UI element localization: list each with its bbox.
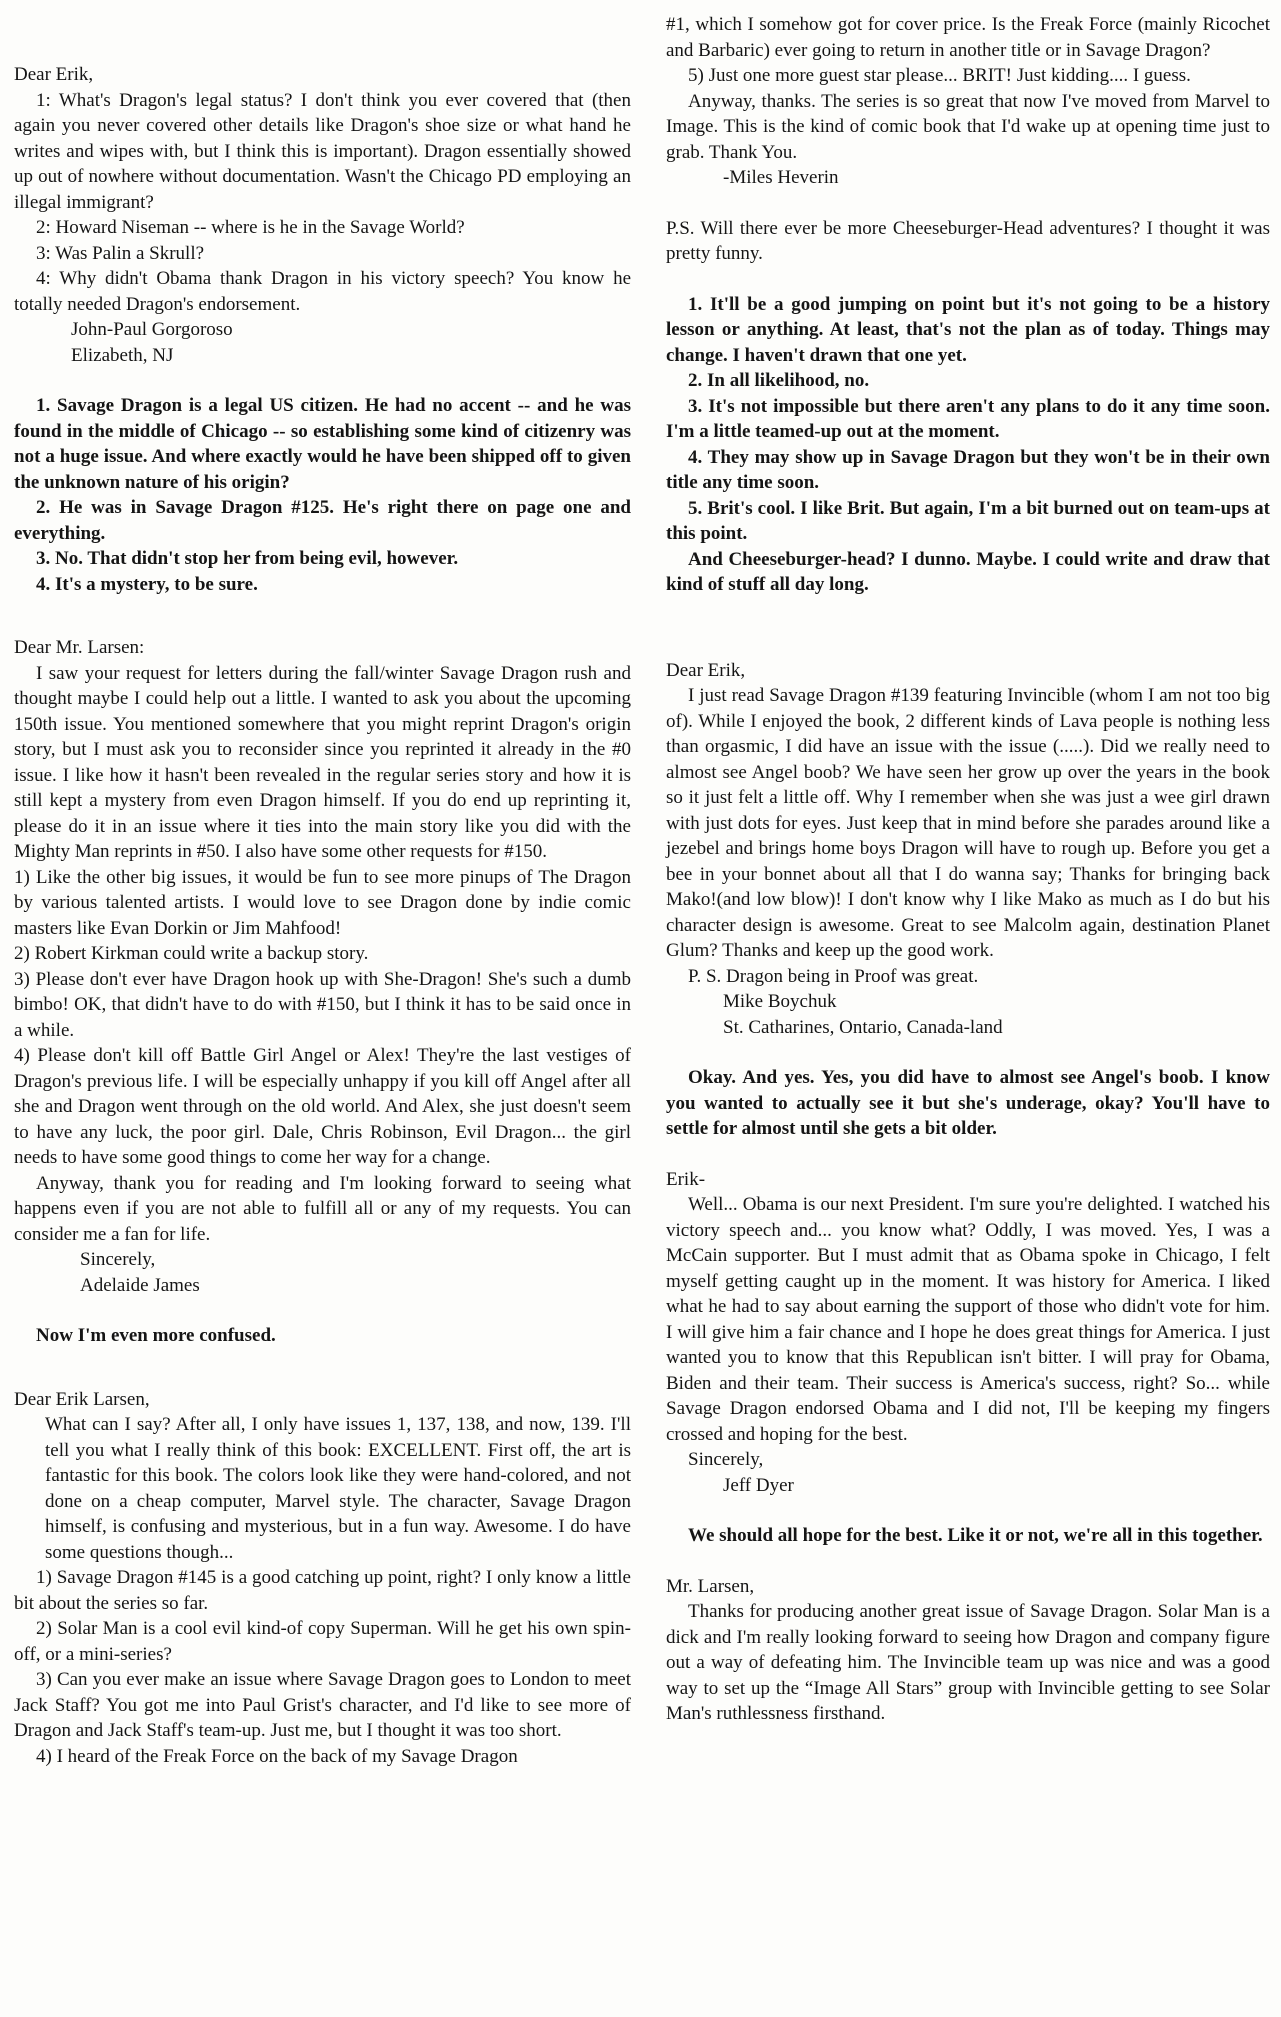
- question: 3: Was Palin a Skrull?: [36, 242, 205, 264]
- editor-response: 2. In all likelihood, no.: [688, 370, 870, 391]
- letter-body: What can I say? After all, I only have issues 1, 137, 138, and now, 139. I'll tell you what I really think of this book: EXCELLENT. First off, the art is fantastic for this book. The colors look like they were hand-colored, and not done on a cheap computer, Marvel style. The character, Savage Dragon himself, is confusing and mysterious, but in a fun way. Awesome. I do have some questions though...: [45, 1414, 631, 1563]
- letter-continued: #1, which I somehow got for cover price. Is the Freak Force (mainly Ricochet and Barbaric) ever going to return in another title or in Savage Dragon?: [666, 14, 1270, 61]
- editor-response: 1. It'll be a good jumping on point but it's not going to be a history lesson or anything. At least, that's not the plan as of today. Things may change. I haven't drawn that one yet.: [666, 293, 1270, 366]
- signature-location: Elizabeth, NJ: [71, 344, 174, 366]
- letter-body: Thanks for producing another great issue of Savage Dragon. Solar Man is a dick and I'm really looking forward to seeing how Dragon and company figure out a way of defeating him. The Invincible team up was nice and was a good way to set up the “Image All Stars” group with Invincible getting to see Solar Man's ruthlessness firsthand.: [666, 1601, 1270, 1724]
- letter-body: Well... Obama is our next President. I'm sure you're delighted. I watched his victory speech and... you know what? Oddly, I was moved. Yes, I was a McCain supporter. But I must admit that as Obama spoke in Chicago, I felt myself getting caught up in the moment. It was history for America. I liked what he had to say about earning the support of those who didn't vote for him. I will give him a fair chance and I hope he does great things for America. I just wanted you to know that this Republican isn't bitter. I will pray for Obama, Biden and their team. Their success is America's success, right? So... while Savage Dragon endorsed Obama and I did not, I'll be keeping my fingers crossed and hoping for the best.: [666, 1194, 1270, 1445]
- question: 4: Why didn't Obama thank Dragon in his victory speech? You know he totally needed Dragon's endorsement.: [14, 268, 631, 315]
- signoff: Sincerely,: [688, 1449, 764, 1470]
- question: 3) Can you ever make an issue where Savage Dragon goes to London to meet Jack Staff? You got me into Paul Grist's character, and I'd like to see more of Dragon and Jack Staff's team-up. Just me, but I thought it was too short.: [14, 1669, 631, 1741]
- letter-closing: Anyway, thanks. The series is so great that now I've moved from Marvel to Image. This is the kind of comic book that I'd wake up at opening time just to grab. Thank You.: [666, 90, 1270, 163]
- signoff: Sincerely,: [80, 1249, 156, 1270]
- editor-response: 2. He was in Savage Dragon #125. He's right there on page one and everything.: [14, 497, 631, 544]
- question: 5) Just one more guest star please... BRIT! Just kidding.... I guess.: [688, 65, 1191, 86]
- request-item: 1) Like the other big issues, it would be fun to see more pinups of The Dragon by various talented artists. I would love to see Dragon done by indie comic masters like Evan Dorkin or Jim Mahfood!: [14, 866, 631, 939]
- request-item: 3) Please don't ever have Dragon hook up with She-Dragon! She's such a dumb bimbo! OK, that didn't have to do with #150, but I think it has to be said once in a while.: [14, 968, 631, 1041]
- editor-response: Now I'm even more confused.: [36, 1325, 276, 1346]
- letter-body: I saw your request for letters during the fall/winter Savage Dragon rush and thought maybe I could help out a little. I wanted to ask you about the upcoming 150th issue. You mentioned somewhere that you might reprint Dragon's origin story, but I must ask you to reconsider since you reprinted it already in the #0 issue. I like how it hasn't been revealed in the regular series story and how it is still kept a mystery from even Dragon himself. If you do end up reprinting it, please do it in an issue where it ties into the main story like you did with the Mighty Man reprints in #50. I also have some other requests for #150.: [14, 662, 631, 862]
- signature-name: Mike Boychuk: [723, 991, 837, 1012]
- salutation: Dear Erik Larsen,: [14, 1388, 150, 1410]
- letter-body: I just read Savage Dragon #139 featuring Invincible (whom I am not too big of). While I enjoyed the book, 2 different kinds of Lava people is nothing less than orgasmic, I did have an issue with the issue (.....). Did we really need to almost see Angel boob? We have seen her grow up over the years in the book so it just felt a little off. Why I remember when she was just a wee girl drawn with just dots for eyes. Just keep that in mind before she parades around like a jezebel and brings home boys Dragon will have to rough up. Before you get a bee in your bonnet about all that I do wanna say; Thanks for bringing back Mako!(and low blow)! I don't know why I like Mako as much as I do but his character design is awesome. Great to see Malcolm again, destination Planet Glum? Thanks and keep up the good work.: [666, 685, 1270, 961]
- question: 1) Savage Dragon #145 is a good catching up point, right? I only know a little bit about the series so far.: [14, 1567, 631, 1614]
- signature-name: Adelaide James: [80, 1274, 200, 1296]
- question: 2: Howard Niseman -- where is he in the Savage World?: [36, 217, 465, 238]
- postscript: P. S. Dragon being in Proof was great.: [688, 965, 979, 987]
- editor-response: 3. It's not impossible but there aren't any plans to do it any time soon. I'm a little teamed-up out at the moment.: [666, 395, 1270, 442]
- editor-response: We should all hope for the best. Like it or not, we're all in this together.: [688, 1525, 1263, 1546]
- editor-response: And Cheeseburger-head? I dunno. Maybe. I could write and draw that kind of stuff all day long.: [666, 548, 1270, 595]
- salutation: Mr. Larsen,: [666, 1575, 755, 1597]
- signature-location: St. Catharines, Ontario, Canada-land: [723, 1016, 1003, 1038]
- editor-response: 5. Brit's cool. I like Brit. But again, I'm a bit burned out on team-ups at this point.: [666, 497, 1270, 544]
- salutation: Erik-: [666, 1168, 706, 1190]
- question: 2) Solar Man is a cool evil kind-of copy Superman. Will he get his own spin-off, or a mini-series?: [14, 1618, 631, 1665]
- signature-name: Jeff Dyer: [723, 1474, 794, 1496]
- right-column: [666, 0, 1270, 1727]
- postscript: P.S. Will there ever be more Cheeseburger-Head adventures? I thought it was pretty funny.: [666, 217, 1270, 264]
- salutation: Dear Erik,: [14, 64, 94, 85]
- salutation: Dear Erik,: [666, 659, 746, 681]
- editor-response: 1. Savage Dragon is a legal US citizen. He had no accent -- and he was found in the middle of Chicago -- so establishing some kind of citizenry was not a huge issue. And where exactly would he have been shipped off to given the unknown nature of his origin?: [14, 395, 631, 493]
- signature-name: -Miles Heverin: [723, 167, 839, 188]
- editor-response: 3. No. That didn't stop her from being evil, however.: [36, 548, 459, 569]
- question: 4) I heard of the Freak Force on the back of my Savage Dragon: [36, 1745, 518, 1767]
- question: 1: What's Dragon's legal status? I don't think you ever covered that (then again you never covered other details like Dragon's shoe size or what hand he writes and wipes with, but I think this is important). Dragon essentially showed up out of nowhere without documentation. Wasn't the Chicago PD employing an illegal immigrant?: [14, 89, 631, 213]
- signature-name: John-Paul Gorgoroso: [71, 319, 233, 340]
- editor-response: 4. It's a mystery, to be sure.: [36, 573, 258, 595]
- salutation: Dear Mr. Larsen:: [14, 637, 145, 658]
- editor-response: 4. They may show up in Savage Dragon but they won't be in their own title any time soon.: [666, 446, 1270, 493]
- request-item: 2) Robert Kirkman could write a backup story.: [14, 943, 369, 964]
- editor-response: Okay. And yes. Yes, you did have to almost see Angel's boob. I know you wanted to actually see it but she's underage, okay? You'll have to settle for almost until she gets a bit older.: [666, 1067, 1270, 1139]
- request-item: 4) Please don't kill off Battle Girl Angel or Alex! They're the last vestiges of Dragon's previous life. I will be especially unhappy if you kill off Angel after all she and Dragon went through on the old world. And Alex, she just doesn't seem to have any luck, the poor girl. Dale, Chris Robinson, Evil Dragon... the girl needs to have some good things to come her way for a change.: [14, 1045, 631, 1168]
- letter-closing: Anyway, thank you for reading and I'm looking forward to seeing what happens even if you are not able to fulfill all or any of my requests. You can consider me a fan for life.: [14, 1172, 631, 1245]
- left-column: [14, 0, 631, 1769]
